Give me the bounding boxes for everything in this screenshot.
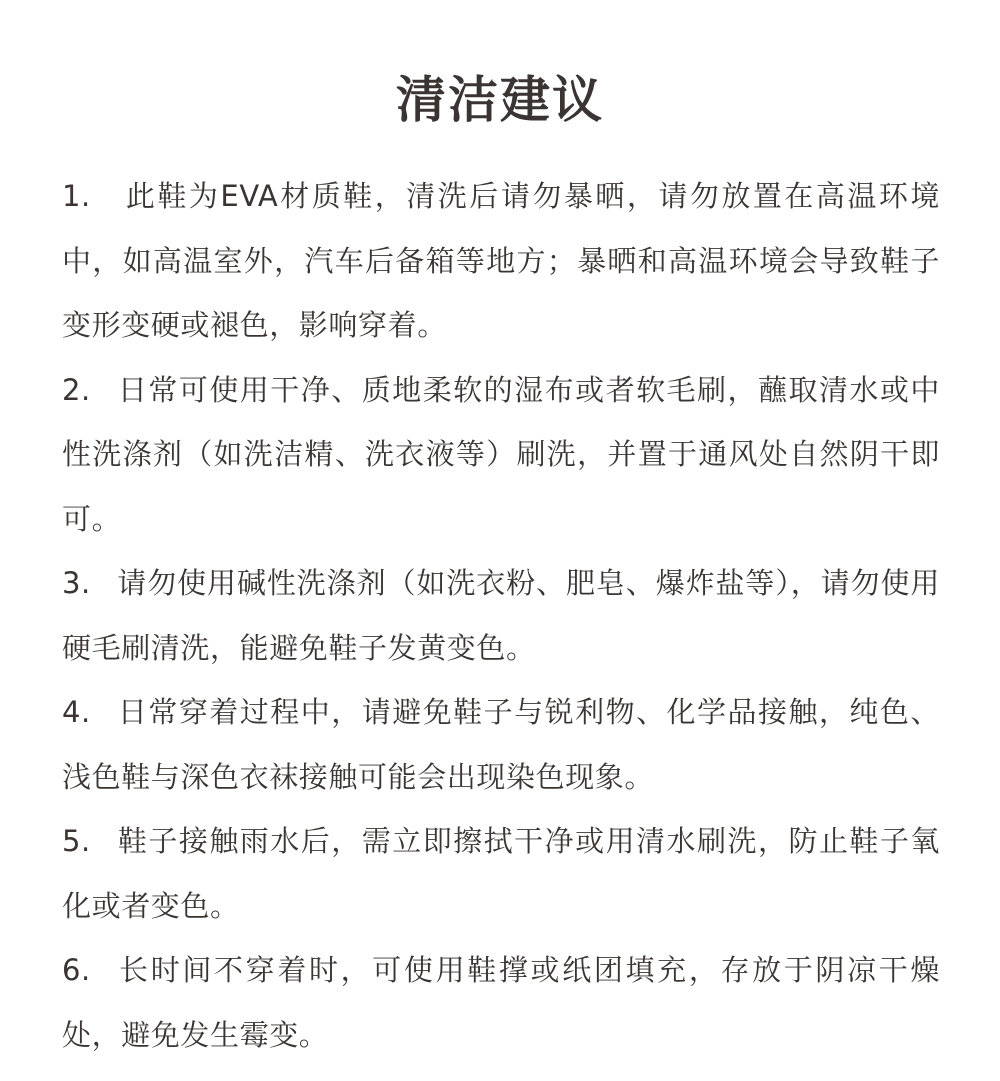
item-text: 日常穿着过程中，请避免鞋子与锐利物、化学品接触，纯色、浅色鞋与深色衣袜接触可能会出现染色现象。 [62, 695, 940, 794]
list-item [62, 809, 940, 938]
list-item [62, 164, 940, 358]
item-text: 鞋子接触雨水后，需立即擦拭干净或用清水刷洗，防止鞋子氧化或者变色。 [62, 824, 940, 923]
item-number: 6. [62, 953, 91, 987]
item-number: 4. [62, 695, 91, 729]
item-number: 5. [62, 824, 91, 858]
advice-list [62, 164, 940, 1067]
item-number: 3. [62, 566, 91, 600]
item-number: 2. [62, 372, 91, 407]
list-item [62, 680, 940, 809]
page-title: 清洁建议 [396, 70, 604, 129]
list-item [62, 938, 940, 1067]
item-text: 此鞋为EVA材质鞋，清洗后请勿暴晒，请勿放置在高温环境中，如高温室外，汽车后备箱等地方；暴晒和高温环境会导致鞋子变形变硬或褪色，影响穿着。 [62, 179, 940, 342]
item-text: 日常可使用干净、质地柔软的湿布或者软毛刷，蘸取清水或中性洗涤剂（如洗洁精、洗衣液等）刷洗，并置于通风处自然阴干即可。 [62, 372, 940, 536]
item-text: 长时间不穿着时，可使用鞋撑或纸团填充，存放于阴凉干燥处，避免发生霉变。 [62, 953, 940, 1052]
item-number: 1. [62, 179, 91, 213]
list-item [62, 551, 940, 680]
list-item [62, 358, 940, 552]
item-text: 请勿使用碱性洗涤剂（如洗衣粉、肥皂、爆炸盐等），请勿使用硬毛刷清洗，能避免鞋子发黄变色。 [62, 566, 940, 665]
